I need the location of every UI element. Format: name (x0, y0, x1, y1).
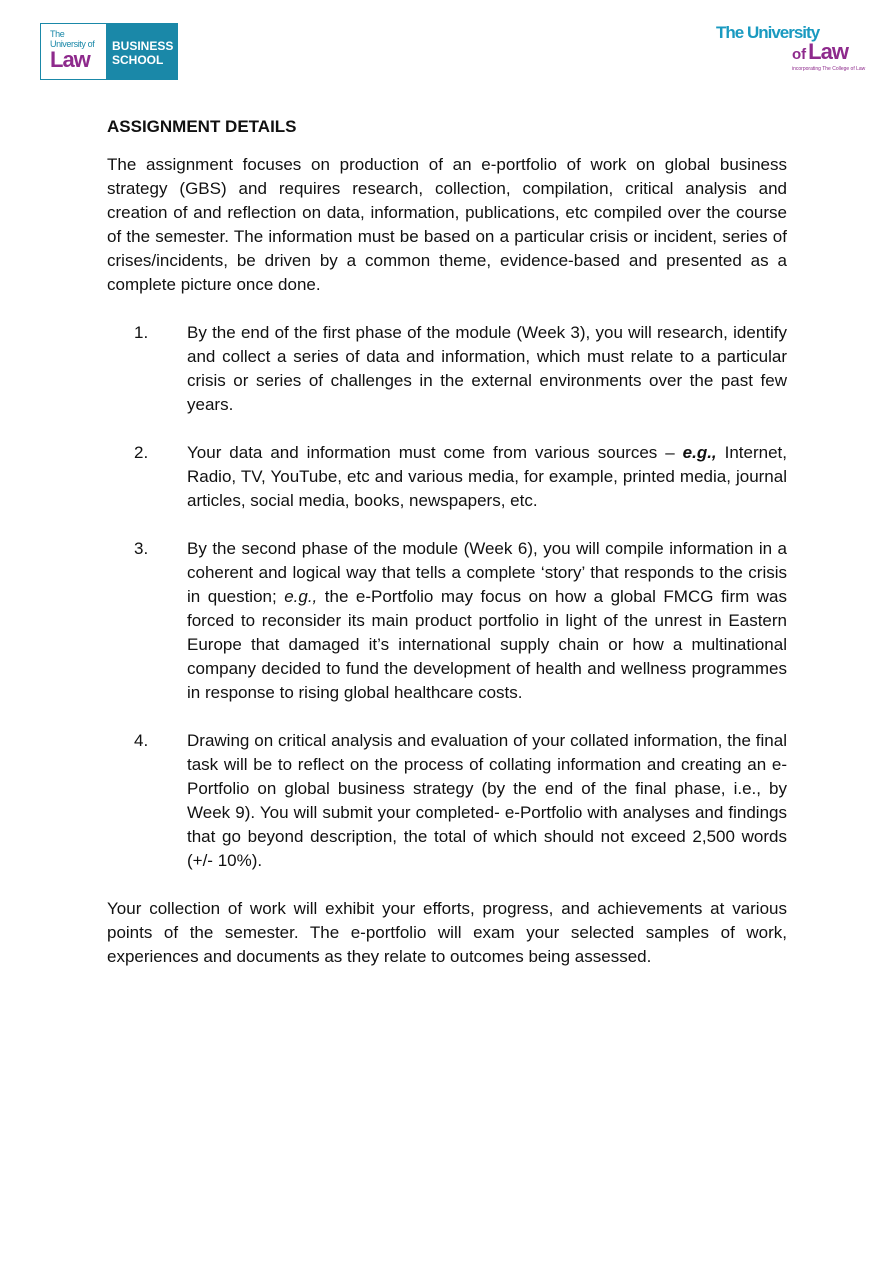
list-number: 1. (134, 323, 149, 342)
item-text: Your data and information must come from various sources – (187, 443, 683, 462)
item-emphasis: e.g., (682, 443, 717, 462)
list-item (107, 537, 787, 705)
item-text: the e-Portfolio may focus on how a global FMCG firm was forced to reconsider its main product portfolio in light of the unrest in Eastern Europe that damaged it’s international supply chain or how a multinational company decided to fund the development of health and wellness programmes in response to rising global healthcare costs. (187, 587, 787, 702)
list-number: 4. (134, 731, 149, 750)
logo-text: Law (808, 39, 848, 64)
logo-text: BUSINESS (112, 39, 174, 53)
item-text: By the end of the first phase of the module (Week 3), you will research, identify and collect a series of data and information, which must relate to a particular crisis or series of challenges in the external environments over the past few years. (187, 323, 787, 414)
numbered-list (107, 321, 787, 873)
item-text: Internet, Radio, TV, YouTube, etc and various media, for example, printed media, journal articles, social media, books, newspapers, etc. (187, 443, 787, 510)
business-school-logo (40, 23, 178, 80)
logo-text: SCHOOL (112, 53, 164, 67)
list-item (107, 321, 787, 417)
logo-text: of (792, 46, 807, 63)
list-number: 3. (134, 539, 149, 558)
logo-text: incorporating The College of Law (792, 66, 866, 72)
item-text: By the second phase of the module (Week 6), you will compile information in a coherent and logical way that tells a complete ‘story’ that responds to the crisis in question; (187, 539, 787, 606)
logo-text: The (50, 29, 65, 39)
list-number: 2. (134, 443, 149, 462)
logo-text: University of (50, 39, 95, 49)
document-body (107, 115, 787, 969)
logo-text: The University (716, 23, 820, 42)
item-text: Drawing on critical analysis and evaluation of your collated information, the final task will be to reflect on the process of collating information and creating an e-Portfolio on global business strategy (by the end of the final phase, i.e., by Week 9). You will submit your completed- e-Portfolio with analyses and findings that go beyond description, the total of which should not exceed 2,500 words (+/- 10%). (187, 731, 787, 870)
list-item (107, 729, 787, 873)
logo-text: Law (50, 47, 90, 72)
closing-paragraph: Your collection of work will exhibit your efforts, progress, and achievements at various points of the semester. The e-portfolio will exam your selected samples of work, experiences and documents as they relate to outcomes being assessed. (107, 899, 787, 966)
item-emphasis: e.g., (284, 587, 318, 606)
section-heading: ASSIGNMENT DETAILS (107, 117, 297, 136)
university-of-law-logo (716, 24, 876, 72)
list-item (107, 441, 787, 513)
intro-paragraph: The assignment focuses on production of an e-portfolio of work on global business strategy (GBS) and requires research, collection, compilation, critical analysis and creation of and reflection on data, information, publications, etc compiled over the course of the semester. The information must be based on a particular crisis or incident, series of crises/incidents, be driven by a common theme, evidence-based and presented as a complete picture once done. (107, 155, 787, 294)
